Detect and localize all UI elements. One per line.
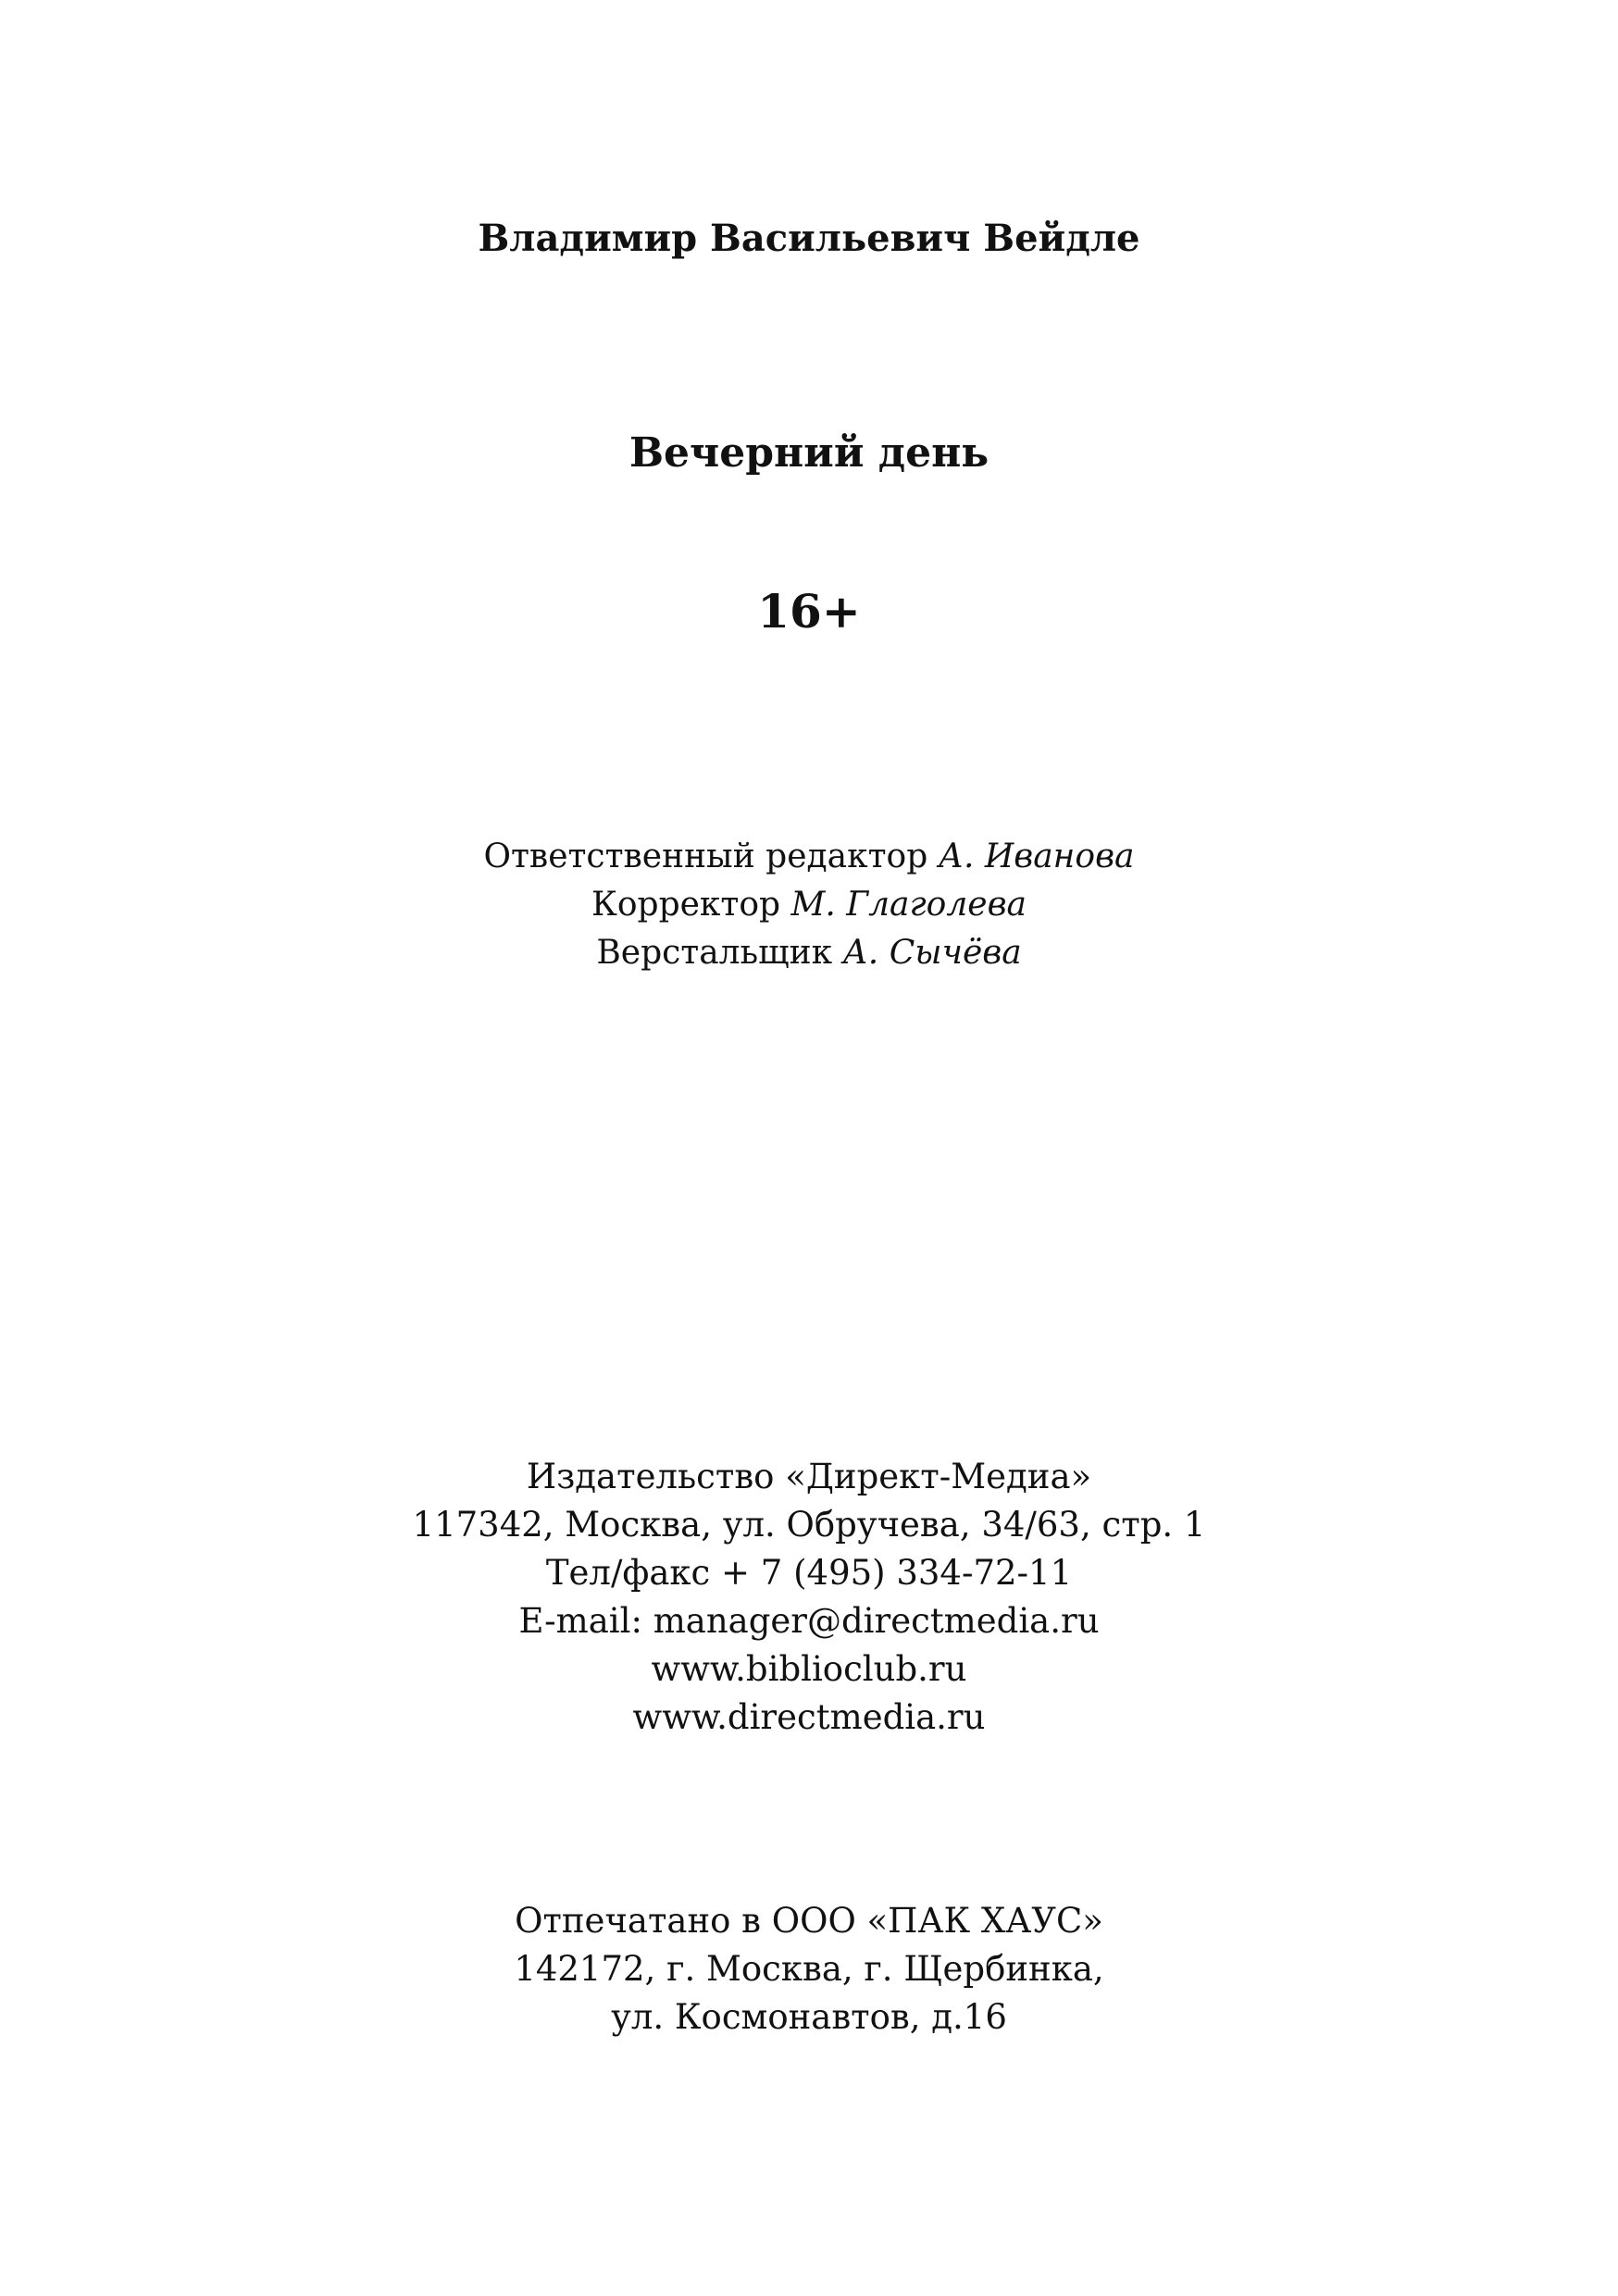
credit-name: А. Иванова bbox=[938, 838, 1135, 875]
book-title: Вечерний день bbox=[629, 429, 989, 477]
age-rating: 16+ bbox=[757, 584, 861, 639]
publisher-address: 117342, Москва, ул. Обручева, 34/63, стр. 1 bbox=[412, 1505, 1206, 1545]
author-name: Владимир Васильевич Вейдле bbox=[478, 217, 1140, 260]
printer-address-line-2: ул. Космонавтов, д.16 bbox=[611, 1997, 1007, 2037]
credit-name: М. Глаголева bbox=[790, 886, 1027, 924]
credit-name: А. Сычёва bbox=[842, 934, 1022, 972]
publisher-name: Издательство «Директ-Медиа» bbox=[526, 1457, 1092, 1496]
publisher-site-directmedia: www.directmedia.ru bbox=[632, 1697, 986, 1737]
publisher-email: E-mail: manager@directmedia.ru bbox=[518, 1601, 1100, 1641]
publisher-block bbox=[0, 1453, 1618, 1742]
credit-line-editor bbox=[0, 833, 1618, 881]
printer-address-line-1: 142172, г. Москва, г. Щербинка, bbox=[514, 1949, 1104, 1989]
publisher-phone: Тел/факс + 7 (495) 334-72-11 bbox=[545, 1553, 1073, 1593]
credit-line-layout bbox=[0, 929, 1618, 977]
credit-role: Верстальщик bbox=[596, 934, 833, 972]
credit-role: Ответственный редактор bbox=[483, 838, 928, 875]
credit-role: Корректор bbox=[591, 886, 781, 924]
publisher-site-biblioclub: www.biblioclub.ru bbox=[651, 1649, 967, 1689]
printer-block bbox=[0, 1897, 1618, 2042]
credit-line-proofreader bbox=[0, 881, 1618, 929]
printer-name: Отпечатано в ООО «ПАК ХАУС» bbox=[515, 1901, 1103, 1941]
credits-block bbox=[0, 833, 1618, 977]
